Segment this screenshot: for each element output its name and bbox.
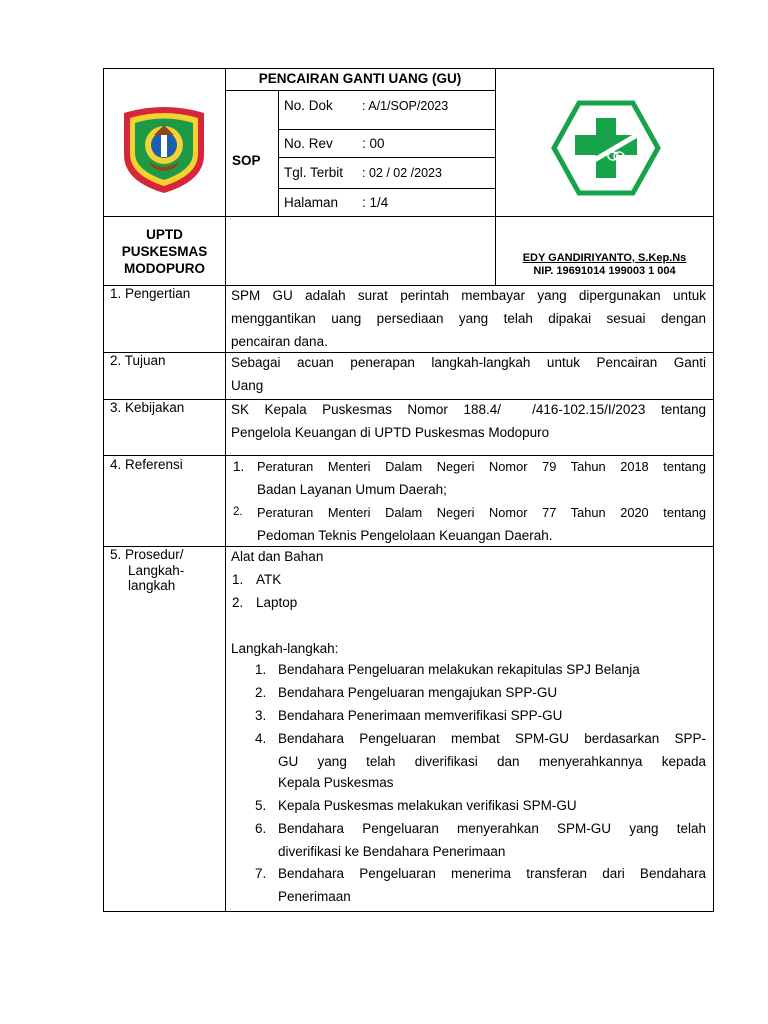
step-line: Kepala Puskesmas melakukan verifikasi SPM-GU [278,798,577,813]
field-value-no-rev: : 00 [362,136,385,151]
step-line: Bendahara Pengeluaran menyerahkan SPM-GU yang telah [278,821,706,836]
step-line: Kepala Puskesmas [278,775,394,790]
header-row-divider [103,216,714,217]
col-divider-1 [225,68,226,912]
field-label-no-dok: No. Dok [284,98,333,113]
tujuan-line: Uang [231,378,264,393]
table-border-bottom [103,911,714,912]
alat-item-text: Laptop [256,595,298,610]
section-label-prosedur: 5. Prosedur/ [110,547,184,562]
referensi-item-number: 2. [233,506,243,518]
kebijakan-line: Pengelola Keuangan di UPTD Puskesmas Modopuro [231,425,550,440]
table-border-left [103,68,104,912]
signer-nip: NIP. 19691014 199003 1 004 [533,265,676,277]
title-underline [225,90,495,91]
pengertian-line: pencairan dana. [231,334,328,349]
col-divider-3 [278,90,279,216]
step-line: GU yang telah diverifikasi dan menyerahkannya kepada [278,754,706,769]
referensi-item-line: Peraturan Menteri Dalam Negeri Nomor 79 Tahun 2018 tentang [257,459,706,474]
section-label-prosedur: langkah [128,578,176,593]
referensi-item-line: Peraturan Menteri Dalam Negeri Nomor 77 Tahun 2020 tentang [257,505,706,520]
section-label-tujuan: 2. Tujuan [110,353,166,368]
field-divider-3 [278,188,495,189]
langkah-heading: Langkah-langkah: [231,641,339,656]
alat-item-number: 1. [232,572,244,587]
step-line: Penerimaan [278,889,351,904]
field-value-halaman: : 1/4 [362,195,389,210]
field-label-no-rev: No. Rev [284,136,333,151]
table-border-right [713,68,714,912]
regional-emblem-logo [118,103,210,195]
field-divider-1 [278,129,495,130]
alat-heading: Alat dan Bahan [231,549,324,564]
referensi-item-number: 1. [233,459,245,474]
field-label-tgl-terbit: Tgl. Terbit [284,165,344,180]
field-value-no-dok: : A/1/SOP/2023 [362,99,449,113]
tujuan-line: Sebagai acuan penerapan langkah-langkah untuk Pencairan Ganti [231,355,706,370]
section-label-prosedur: Langkah- [128,563,185,578]
step-line: Bendahara Pengeluaran mengajukan SPP-GU [278,685,558,700]
alat-item-number: 2. [232,595,244,610]
field-value-tgl-terbit: : 02 / 02 /2023 [362,166,442,180]
step-number: 6. [255,821,267,836]
pengertian-line: menggantikan uang persediaan yang telah dipakai sesuai dengan [231,311,706,326]
section-label-kebijakan: 3. Kebijakan [110,400,185,415]
step-number: 7. [255,866,267,881]
field-divider-2 [278,157,495,158]
step-line: Bendahara Pengeluaran melakukan rekapitulas SPJ Belanja [278,662,640,677]
puskesmas-logo [551,100,661,196]
alat-item-text: ATK [256,572,282,587]
step-line: Bendahara Pengeluaran membat SPM-GU berdasarkan SPP- [278,731,706,746]
step-line: diverifikasi ke Bendahara Penerimaan [278,844,506,859]
referensi-item-line: Badan Layanan Umum Daerah; [257,482,447,497]
org-name-line-2: PUSKESMAS [121,244,208,259]
sop-label: SOP [232,153,261,168]
referensi-item-line: Pedoman Teknis Pengelolaan Keuangan Daerah. [257,528,553,543]
org-name-line-1: UPTD [146,227,183,242]
step-number: 2. [255,685,267,700]
step-number: 5. [255,798,267,813]
signer-name: EDY GANDIRIYANTO, S.Kep.Ns [522,252,687,264]
step-line: Bendahara Pengeluaran menerima transferan dari Bendahara [278,866,706,881]
org-name-line-3: MODOPURO [124,261,205,276]
step-number: 4. [255,731,267,746]
step-number: 1. [255,662,267,677]
field-label-halaman: Halaman [284,195,339,210]
section-label-referensi: 4. Referensi [110,457,183,472]
step-line: Bendahara Penerimaan memverifikasi SPP-GU [278,708,563,723]
pengertian-line: SPM GU adalah surat perintah membayar yang dipergunakan untuk [231,288,706,303]
document-title: PENCAIRAN GANTI UANG (GU) [258,71,462,86]
kebijakan-line: SK Kepala Puskesmas Nomor 188.4/ /416-102.15/I/2023 tentang [231,402,706,417]
step-number: 3. [255,708,267,723]
section-label-pengertian: 1. Pengertian [110,286,191,301]
